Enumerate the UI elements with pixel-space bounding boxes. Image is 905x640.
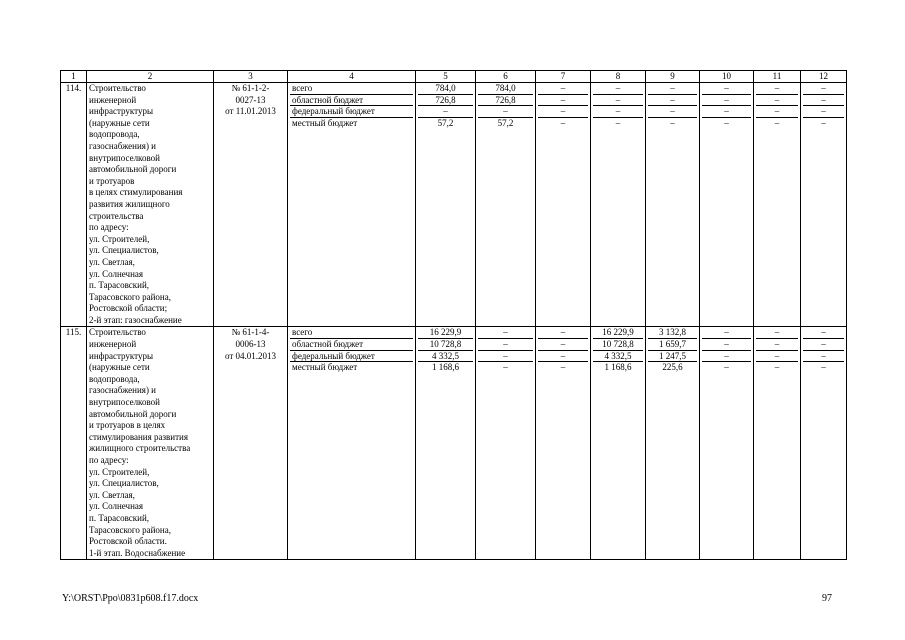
- page-number: 97: [822, 593, 832, 604]
- value-c7-line: –: [538, 95, 588, 107]
- value-c8-line: 4 332,5: [593, 351, 643, 363]
- value-c12-line: –: [803, 339, 844, 351]
- object-name-line: (наружные сети: [89, 362, 150, 373]
- value-c12-line: –: [821, 362, 826, 373]
- value-c11: [754, 327, 801, 560]
- funding-source-line: федеральный бюджет: [290, 106, 413, 118]
- object-name-line: по адресу:: [89, 455, 129, 465]
- object-name-line: ул. Солнечная: [89, 268, 144, 279]
- value-c8-line: 16 229,9: [593, 327, 643, 339]
- value-c10-line: –: [702, 327, 751, 339]
- value-c12-line: –: [803, 351, 844, 363]
- header-col-6: 6: [476, 71, 536, 83]
- object-name-line: ул. Светлая,: [89, 489, 135, 500]
- value-c8-line: 10 728,8: [593, 339, 643, 351]
- header-col-5: 5: [416, 71, 476, 83]
- value-c8: [591, 327, 646, 560]
- value-c12: [801, 327, 847, 560]
- header-col-7: 7: [536, 71, 591, 83]
- value-c12-line: –: [803, 327, 844, 339]
- header-col-9: 9: [646, 71, 700, 83]
- value-c7-line: –: [560, 362, 566, 373]
- value-c7-line: –: [560, 117, 566, 128]
- object-name-line: автомобильной дороги: [89, 164, 177, 175]
- object-name-line: по адресу:: [89, 222, 129, 233]
- value-c5-line: 784,0: [418, 83, 473, 95]
- value-c10-line: –: [724, 117, 729, 128]
- value-c10-line: –: [702, 83, 751, 95]
- value-c11: [754, 83, 801, 327]
- value-c6-line: –: [503, 362, 508, 373]
- object-name-line: водопровода,: [89, 129, 140, 140]
- value-c7-line: –: [538, 339, 588, 351]
- object-name-line: п. Тарасовский,: [89, 280, 150, 291]
- header-col-2: 2: [87, 71, 214, 83]
- object-name-line: газоснабжения) и: [89, 385, 157, 396]
- header-col-3: 3: [214, 71, 288, 83]
- value-c8: [591, 83, 646, 327]
- value-c12: [801, 83, 847, 327]
- value-c9-line: 1 659,7: [648, 339, 697, 351]
- value-c6-line: 784,0: [478, 83, 533, 95]
- value-c12-line: –: [803, 95, 844, 107]
- value-c7-line: –: [538, 106, 588, 118]
- funding-source: [288, 327, 416, 560]
- object-name-line: Ростовской области;: [89, 303, 168, 314]
- value-c8-line: –: [593, 106, 643, 118]
- value-c8-line: –: [593, 95, 643, 107]
- value-c5: [416, 327, 476, 560]
- value-c5-line: –: [418, 106, 473, 118]
- value-c10-line: –: [702, 106, 751, 118]
- permit-code-line: от 11.01.2013: [225, 106, 276, 117]
- value-c12-line: –: [821, 117, 826, 128]
- value-c11-line: –: [774, 117, 780, 128]
- object-name-line: внутрипоселковой: [89, 152, 160, 163]
- value-c5-line: 1 168,6: [432, 362, 459, 373]
- value-c8-line: –: [593, 83, 643, 95]
- value-c5-line: 4 332,5: [418, 351, 473, 363]
- permit-code-line: № 61-1-4-: [231, 327, 270, 338]
- table-row: [61, 83, 847, 327]
- header-col-12: 12: [801, 71, 847, 83]
- funding-source-line: всего: [290, 83, 413, 95]
- object-name-line: автомобильной дороги: [89, 408, 177, 419]
- object-name-line: Строительство: [89, 83, 146, 93]
- value-c7-line: –: [538, 83, 588, 95]
- value-c9-line: –: [648, 95, 697, 107]
- header-col-8: 8: [591, 71, 646, 83]
- header-col-11: 11: [754, 71, 801, 83]
- object-name-line: Тарасовского района,: [89, 291, 171, 302]
- funding-source-line: федеральный бюджет: [290, 351, 413, 363]
- object-name-line: стимулирования развития: [89, 431, 189, 442]
- value-c11-line: –: [756, 106, 798, 118]
- value-c11-line: –: [756, 351, 798, 363]
- table-row: [61, 327, 847, 560]
- file-path: Y:\ORST\Ppo\0831p608.f17.docx: [62, 593, 199, 604]
- object-name-line: 1-й этап. Водоснабжение: [89, 547, 186, 558]
- value-c10: [700, 327, 754, 560]
- value-c6: [476, 327, 536, 560]
- object-name-line: инженерной: [89, 339, 137, 350]
- object-name-line: газоснабжения) и: [89, 140, 157, 151]
- object-name-line: Строительство: [89, 327, 146, 338]
- value-c9-line: –: [648, 83, 697, 95]
- value-c11-line: –: [756, 327, 798, 339]
- value-c5-line: 57,2: [437, 117, 454, 128]
- value-c6-line: –: [478, 327, 533, 339]
- value-c10: [700, 83, 754, 327]
- value-c10-line: –: [724, 362, 729, 373]
- object-name-line: 2-й этап: газоснабжение: [89, 314, 182, 325]
- object-name-line: ул. Солнечная: [89, 501, 144, 512]
- row-number: 114.: [61, 83, 87, 327]
- object-name-line: ул. Светлая,: [89, 256, 135, 267]
- object-name-line: инфраструктуры: [89, 106, 153, 117]
- value-c8-line: 1 168,6: [604, 362, 632, 373]
- object-name-line: ул. Строителей,: [89, 466, 150, 477]
- object-name-line: Ростовской области.: [89, 536, 167, 547]
- permit-code-line: 0006-13: [235, 339, 266, 350]
- value-c7-line: –: [538, 327, 588, 339]
- row-number: 115.: [61, 327, 87, 560]
- column-number-header-row: [61, 71, 847, 83]
- value-c9-line: 3 132,8: [648, 327, 697, 339]
- value-c6: [476, 83, 536, 327]
- budget-table: [60, 70, 847, 560]
- object-name-line: и тротуаров в целях: [89, 420, 166, 431]
- object-name-line: развития жилищного: [89, 198, 170, 209]
- object-name-line: п. Тарасовский,: [89, 512, 150, 523]
- object-name-line: ул. Специалистов,: [89, 478, 159, 489]
- funding-source-line: областной бюджет: [290, 95, 413, 107]
- permit-code-line: № 61-1-2-: [231, 83, 270, 93]
- funding-source-line: местный бюджет: [292, 117, 358, 128]
- object-name: [87, 327, 214, 560]
- object-name-line: ул. Строителей,: [89, 233, 150, 244]
- header-col-4: 4: [288, 71, 416, 83]
- funding-source: [288, 83, 416, 327]
- value-c6-line: 57,2: [497, 117, 514, 128]
- funding-source-line: всего: [290, 327, 413, 339]
- value-c11-line: –: [774, 362, 780, 373]
- object-name-line: водопровода,: [89, 373, 140, 384]
- value-c7: [536, 327, 591, 560]
- object-name: [87, 83, 214, 327]
- value-c9: [646, 327, 700, 560]
- value-c11-line: –: [756, 95, 798, 107]
- value-c9-line: –: [648, 106, 697, 118]
- header-col-1: 1: [61, 71, 87, 83]
- value-c5-line: 10 728,8: [418, 339, 473, 351]
- value-c6-line: –: [478, 339, 533, 351]
- object-name-line: Тарасовского района,: [89, 524, 171, 535]
- funding-source-line: областной бюджет: [290, 339, 413, 351]
- header-col-10: 10: [700, 71, 754, 83]
- value-c12-line: –: [803, 106, 844, 118]
- value-c10-line: –: [702, 351, 751, 363]
- value-c10-line: –: [702, 339, 751, 351]
- value-c12-line: –: [803, 83, 844, 95]
- object-name-line: в целях стимулирования: [89, 187, 183, 198]
- permit-code-line: от 04.01.2013: [224, 350, 277, 361]
- value-c5-line: 726,8: [418, 95, 473, 107]
- value-c9-line: 225,6: [662, 362, 683, 373]
- value-c6-line: 726,8: [478, 95, 533, 107]
- value-c11-line: –: [756, 339, 798, 351]
- object-name-line: и тротуаров: [89, 175, 135, 186]
- value-c6-line: –: [478, 106, 533, 118]
- object-name-line: жилищного строительства: [89, 443, 191, 454]
- object-name-line: строительства: [89, 210, 144, 221]
- value-c11-line: –: [756, 83, 798, 95]
- value-c9-line: 1 247,5: [648, 351, 697, 363]
- value-c7-line: –: [538, 351, 588, 363]
- value-c8-line: –: [615, 117, 621, 128]
- object-name-line: инженерной: [89, 94, 137, 105]
- object-name-line: ул. Специалистов,: [89, 245, 159, 256]
- value-c9-line: –: [670, 117, 675, 128]
- permit-code: [214, 327, 288, 560]
- object-name-line: (наружные сети: [89, 117, 150, 128]
- funding-source-line: местный бюджет: [292, 362, 358, 373]
- value-c6-line: –: [478, 351, 533, 363]
- value-c10-line: –: [702, 95, 751, 107]
- value-c5-line: 16 229,9: [418, 327, 473, 339]
- object-name-line: внутрипоселковой: [89, 397, 160, 408]
- value-c9: [646, 83, 700, 327]
- value-c5: [416, 83, 476, 327]
- value-c7: [536, 83, 591, 327]
- object-name-line: инфраструктуры: [89, 350, 153, 361]
- permit-code: [214, 83, 288, 327]
- permit-code-line: 0027-13: [235, 94, 266, 105]
